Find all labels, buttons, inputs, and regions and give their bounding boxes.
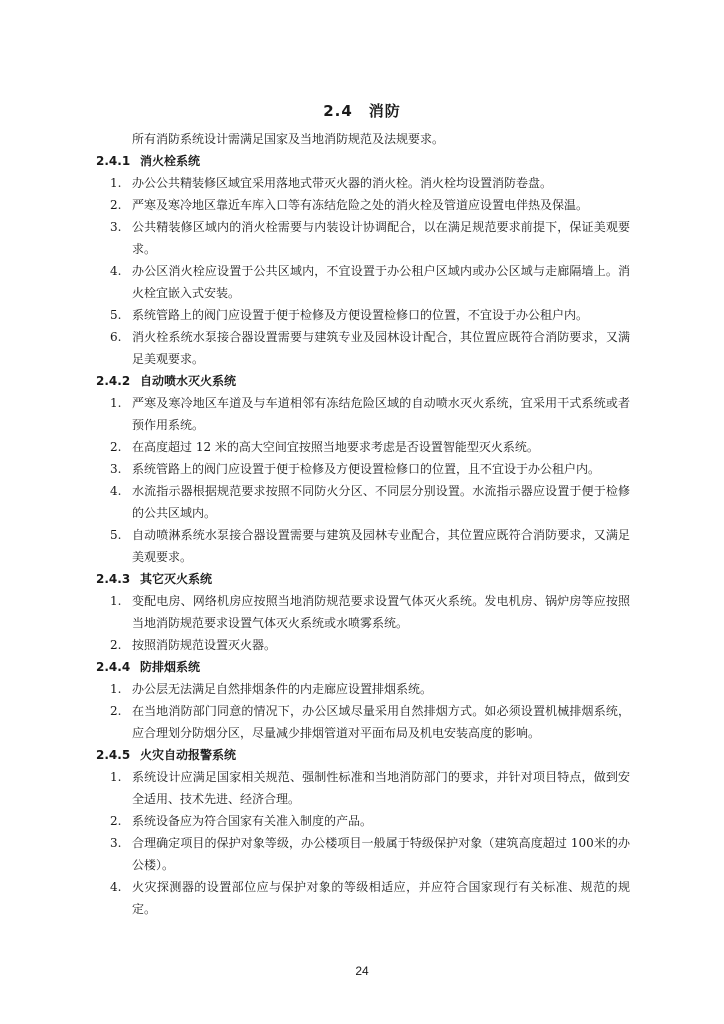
section-heading [96,656,630,678]
list-item-number: 5. [110,308,122,322]
section-heading [96,568,630,590]
list-item [96,216,630,260]
list-item [96,172,630,194]
section-number: 2.4.2 [96,374,131,388]
list-item-number: 1. [110,594,122,608]
list-item-number: 1. [110,682,122,696]
list-item-text: 办公区消火栓应设置于公共区域内，不宜设置于办公租户区域内或办公区域与走廊隔墙上。消火栓宜嵌入式安装。 [132,264,630,300]
list-item-text: 办公公共精装修区域宜采用落地式带灭火器的消火栓。消火栓均设置消防卷盘。 [132,176,553,190]
section-number: 2.4.4 [96,660,131,674]
section-title: 消火栓系统 [140,154,201,168]
page-number: 24 [355,964,369,978]
list-item-text: 系统管路上的阀门应设置于便于检修及方便设置检修口的位置，不宜设于办公租户内。 [132,308,589,322]
list-item [96,326,630,370]
list-item-number: 2. [110,440,122,454]
list-item-number: 1. [110,770,122,784]
list-item-text: 严寒及寒冷地区靠近车库入口等有冻结危险之处的消火栓及管道应设置电伴热及保温。 [132,198,589,212]
section-title: 其它灭火系统 [140,572,213,586]
list-item [96,524,630,568]
section-number: 2.4.1 [96,154,131,168]
list-item [96,634,630,656]
list-item-text: 变配电房、网络机房应按照当地消防规范要求设置气体灭火系统。发电机房、锅炉房等应按照当地消防规范要求设置气体灭火系统或水喷雾系统。 [132,594,630,630]
list-item-number: 1. [110,396,122,410]
list-item-number: 1. [110,176,122,190]
list-item [96,766,630,810]
list-item-text: 在当地消防部门同意的情况下，办公区域尽量采用自然排烟方式。如必须设置机械排烟系统，应合理划分防烟分区，尽量减少排烟管道对平面布局及机电安装高度的影响。 [132,704,630,740]
list-item-number: 5. [110,528,122,542]
section-title: 火灾自动报警系统 [140,748,237,762]
section-number: 2.4.3 [96,572,131,586]
title-number: 2.4 [323,102,353,120]
list-item [96,700,630,744]
section-heading [96,370,630,392]
list-item-number: 3. [110,462,122,476]
list-item [96,436,630,458]
list-item-text: 严寒及寒冷地区车道及与车道相邻有冻结危险区域的自动喷水灭火系统，宜采用干式系统或者预作用系统。 [132,396,630,432]
section-number: 2.4.5 [96,748,131,762]
list-item-text: 系统设计应满足国家相关规范、强制性标准和当地消防部门的要求，并针对项目特点，做到安全适用、技术先进、经济合理。 [132,770,630,806]
list-item [96,678,630,700]
section-heading [96,150,630,172]
list-item [96,810,630,832]
title-text: 消防 [368,102,401,120]
list-item-number: 4. [110,264,122,278]
list-item-text: 系统管路上的阀门应设置于便于检修及方便设置检修口的位置，且不宜设于办公租户内。 [132,462,601,476]
list-item-text: 公共精装修区域内的消火栓需要与内装设计协调配合，以在满足规范要求前提下，保证美观要求。 [132,220,630,256]
list-item [96,590,630,634]
list-item-text: 自动喷淋系统水泵接合器设置需要与建筑及园林专业配合，其位置应既符合消防要求，又满足美观要求。 [132,528,630,564]
list-item-text: 系统设备应为符合国家有关准入制度的产品。 [132,814,373,828]
list-item [96,260,630,304]
document-body [96,128,630,920]
list-item [96,458,630,480]
list-item-text: 在高度超过 12 米的高大空间宜按照当地要求考虑是否设置智能型灭火系统。 [132,440,539,454]
list-item-number: 3. [110,220,122,234]
list-item-number: 4. [110,484,122,498]
section-title: 防排烟系统 [140,660,201,674]
list-item-text: 消火栓系统水泵接合器设置需要与建筑专业及园林设计配合，其位置应既符合消防要求，又满足美观要求。 [132,330,630,366]
list-item-number: 2. [110,198,122,212]
list-item-text: 水流指示器根据规范要求按照不同防火分区、不同层分别设置。水流指示器应设置于便于检修的公共区域内。 [132,484,630,520]
list-item-text: 按照消防规范设置灭火器。 [132,638,277,652]
section-title: 自动喷水灭火系统 [140,374,237,388]
section-heading [96,744,630,766]
list-item-number: 2. [110,704,122,718]
list-item-number: 3. [110,836,122,850]
list-item-number: 2. [110,814,122,828]
list-item-text: 合理确定项目的保护对象等级，办公楼项目一般属于特级保护对象（建筑高度超过 100米的办公楼）。 [132,836,630,872]
list-item-number: 4. [110,880,122,894]
list-item [96,194,630,216]
list-item [96,480,630,524]
list-item [96,392,630,436]
list-item-text: 火灾探测器的设置部位应与保护对象的等级相适应，并应符合国家现行有关标准、规范的规定。 [132,880,630,916]
page-title [0,100,724,121]
list-item [96,304,630,326]
intro-paragraph: 所有消防系统设计需满足国家及当地消防规范及法规要求。 [132,132,445,146]
list-item-number: 2. [110,638,122,652]
list-item-number: 6. [110,330,122,344]
list-item [96,876,630,920]
list-item [96,832,630,876]
list-item-text: 办公层无法满足自然排烟条件的内走廊应设置排烟系统。 [132,682,433,696]
